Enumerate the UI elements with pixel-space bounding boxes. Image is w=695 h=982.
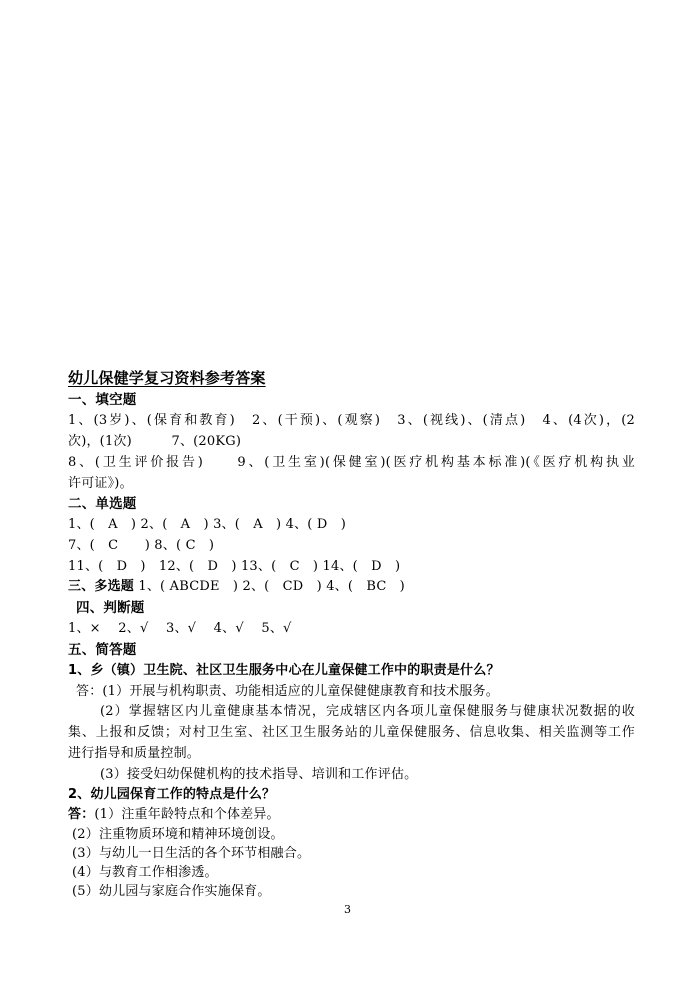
fill-blank-answers-line-3: 8、(卫生评价报告) 9、(卫生室)(保健室)(医疗机构基本标准)(《医疗机构执业	[68, 455, 635, 470]
question-1-answer-2-line-1: (2）掌握辖区内儿童健康基本情况，完成辖区内各项儿童保健服务与健康状况数据的收	[100, 704, 635, 719]
section-heading-short-answer: 五、简答题	[68, 642, 137, 658]
question-2-answer-3: (3）与幼儿一日生活的各个环节相融合。	[72, 846, 311, 861]
multiple-choice-row	[68, 578, 635, 596]
single-choice-answers-line-2: 7、( C ) 8、( C )	[68, 538, 215, 553]
answer-label: 答：	[68, 807, 95, 822]
section-heading-fill-blank: 一、填空题	[68, 392, 137, 408]
question-2-answer-5: (5）幼儿园与家庭合作实施保育。	[72, 884, 271, 899]
question-2-answer-1-row	[68, 806, 635, 824]
section-heading-true-false: 四、判断题	[76, 600, 145, 616]
question-1-answer-2-line-3: 进行指导和质量控制。	[68, 746, 201, 761]
single-choice-answers-line-3: 11、( D ) 12、( D ) 13、( C ) 14、( D )	[68, 559, 401, 574]
multiple-choice-answers: 1、( ABCDE ) 2、( CD ) 4、( BC )	[138, 579, 405, 594]
question-1-answer-1: 答：(1）开展与机构职责、功能相适应的儿童保健健康教育和技术服务。	[76, 684, 499, 699]
section-heading-multiple-choice: 三、多选题	[68, 579, 135, 594]
question-1-answer-2-line-2: 集、上报和反馈；对村卫生室、社区卫生服务站的儿童保健服务、信息收集、相关监测等工作	[68, 725, 635, 740]
short-answer-question-1: 1、乡（镇）卫生院、社区卫生服务中心在儿童保健工作中的职责是什么？	[68, 663, 500, 678]
short-answer-question-2: 2、幼儿园保育工作的特点是什么？	[68, 787, 276, 802]
fill-blank-answers-line-4: 许可证》)。	[68, 476, 133, 491]
fill-blank-answers-line-1: 1、(3岁)、(保育和教育) 2、(干预)、(观察) 3、(视线)、(清点) 4、(4次)，(2	[68, 413, 635, 428]
single-choice-answers-line-1: 1、( A ) 2、( A ) 3、( A ) 4、( D )	[68, 517, 346, 532]
document-title: 幼儿保健学复习资料参考答案	[68, 369, 266, 387]
page-number: 3	[344, 903, 351, 916]
fill-blank-answers-line-2: 次)，(1次) 7、(20KG)	[68, 434, 242, 449]
section-heading-single-choice: 二、单选题	[68, 496, 137, 512]
question-2-answer-4: (4）与教育工作相渗透。	[72, 865, 218, 880]
true-false-answers: 1、× 2、√ 3、√ 4、√ 5、√	[68, 621, 292, 636]
question-1-answer-3: (3）接受妇幼保健机构的技术指导、培训和工作评估。	[100, 767, 418, 782]
question-2-answer-1: (1）注重年龄特点和个体差异。	[94, 807, 280, 822]
question-2-answer-2: (2）注重物质环境和精神环境创设。	[72, 827, 284, 842]
